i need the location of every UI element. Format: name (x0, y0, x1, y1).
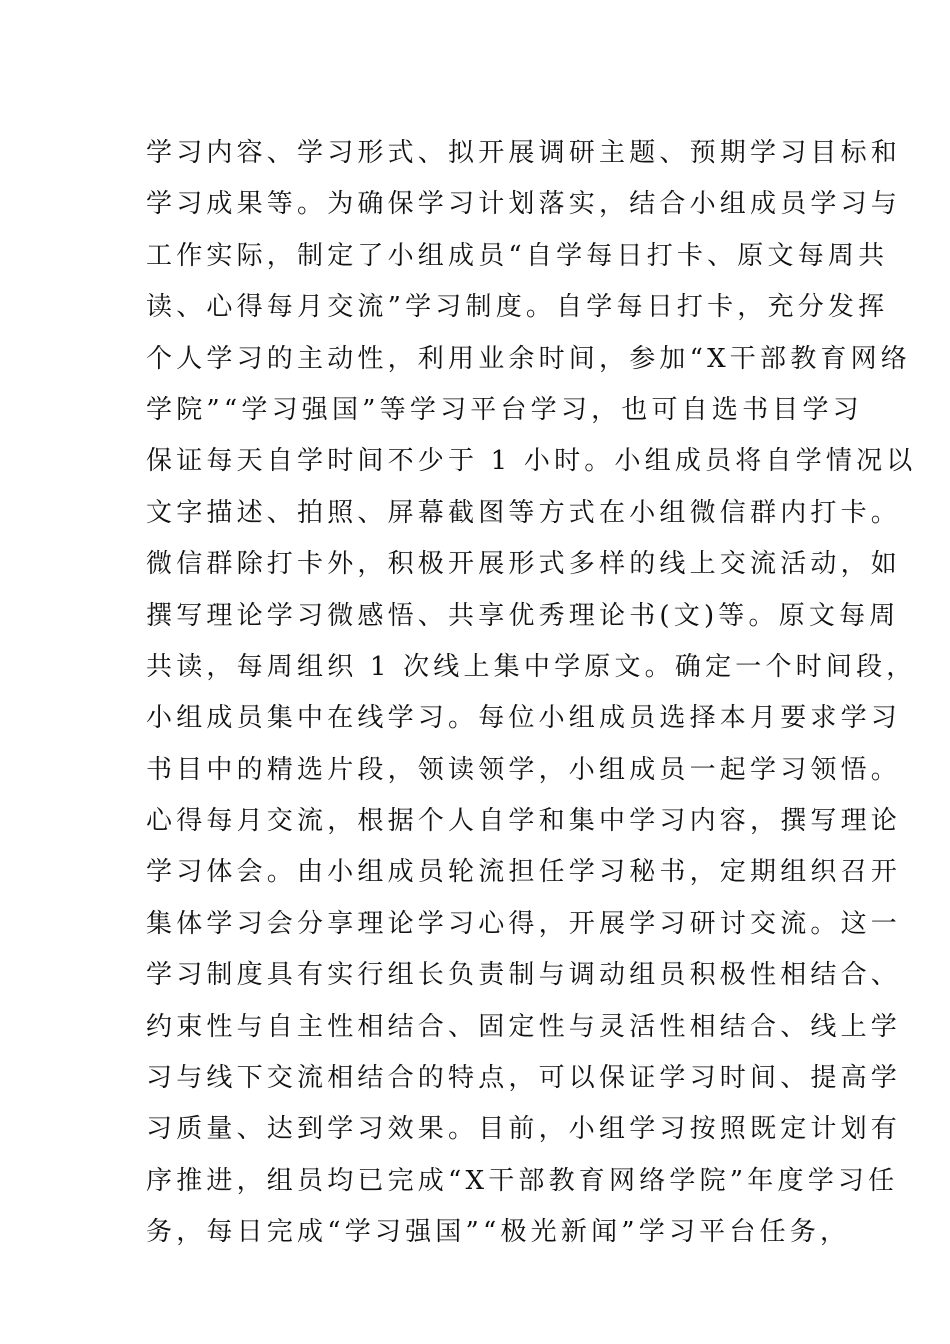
text-line: 约束性与自主性相结合、固定性与灵活性相结合、线上学 (146, 1011, 902, 1042)
text-line: 撰写理论学习微感悟、共享优秀理论书(文)等。原文每周 (146, 600, 900, 631)
text-line: 读、心得每月交流”学习制度。自学每日打卡，充分发挥 (146, 292, 889, 323)
text-line: 学习制度具有实行组长负责制与调动组员积极性相结合、 (146, 960, 902, 991)
text-line: 工作实际，制定了小组成员“自学每日打卡、原文每周共 (146, 240, 889, 271)
text-line: 习质量、达到学习效果。目前，小组学习按照既定计划有 (146, 1114, 902, 1145)
text-line: 心得每月交流，根据个人自学和集中学习内容，撰写理论 (146, 806, 902, 837)
text-line: 学习内容、学习形式、拟开展调研主题、预期学习目标和 (146, 138, 902, 168)
text-line: 小组成员集中在线学习。每位小组成员选择本月要求学习 (146, 703, 902, 734)
text-line: 学习成果等。为确保学习计划落实，结合小组成员学习与 (146, 189, 902, 220)
text-line: 习与线下交流相结合的特点，可以保证学习时间、提高学 (146, 1063, 902, 1094)
text-line: 务，每日完成“学习强国”“极光新闻”学习平台任务， (146, 1217, 851, 1248)
text-line: 学习体会。由小组成员轮流担任学习秘书，定期组织召开 (146, 857, 902, 888)
text-line: 序推进，组员均已完成“X干部教育网络学院”年度学习任 (146, 1165, 899, 1196)
text-line: 保证每天自学时间不少于 1 小时。小组成员将自学情况以 (146, 446, 917, 477)
text-line: 共读，每周组织 1 次线上集中学原文。确定一个时间段， (146, 651, 917, 682)
text-line: 个人学习的主动性，利用业余时间，参加“X干部教育网络 (146, 343, 912, 374)
text-line: 书目中的精选片段，领读领学，小组成员一起学习领悟。 (146, 754, 902, 785)
text-line: 集体学习会分享理论学习心得，开展学习研讨交流。这一 (146, 908, 902, 939)
text-line: 学院”“学习强国”等学习平台学习，也可自选书目学习 (146, 394, 863, 425)
text-line: 微信群除打卡外，积极开展形式多样的线上交流活动，如 (146, 549, 902, 580)
body-paragraph (146, 128, 917, 1259)
text-line: 文字描述、拍照、屏幕截图等方式在小组微信群内打卡。 (146, 497, 902, 528)
